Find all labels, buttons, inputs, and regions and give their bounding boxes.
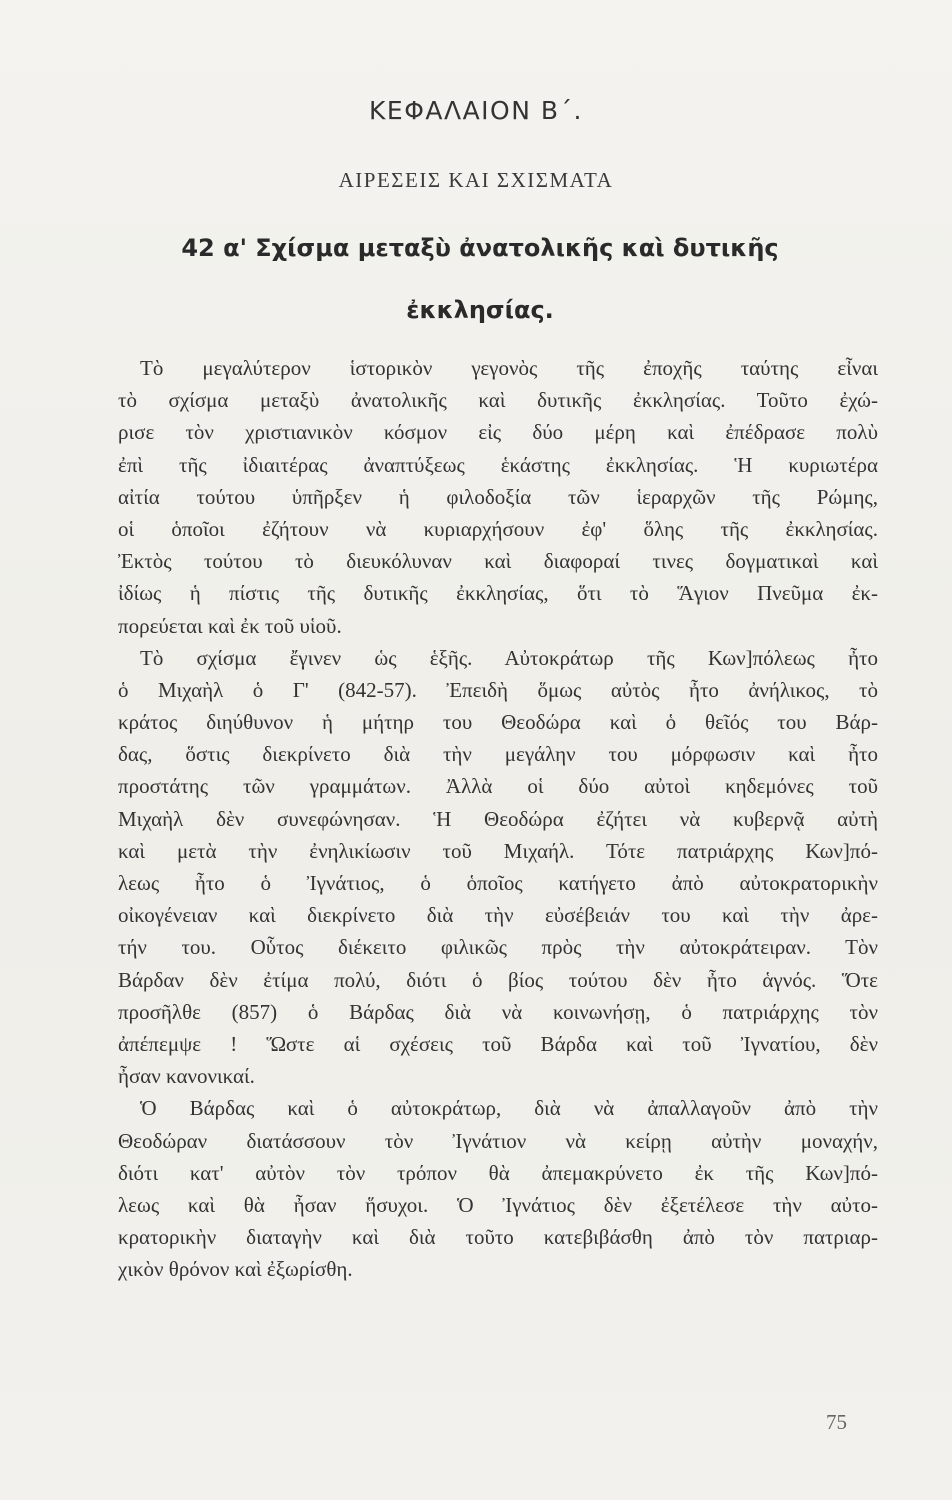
text-line: τήν του. Οὗτος διέκειτο φιλικῶς πρὸς τὴν αὐτοκράτειραν. Τὸν: [118, 935, 878, 960]
text-line: οἱ ὁποῖοι ἐζήτουν νὰ κυριαρχήσουν ἐφ' ὅλης τῆς ἐκκλησίας.: [118, 516, 878, 541]
text-line: λεως καὶ θὰ ἦσαν ἥσυχοι. Ὁ Ἰγνάτιος δὲν ἐξετέλεσε τὴν αὐτο-: [118, 1192, 878, 1217]
text-line: δας, ὅστις διεκρίνετο διὰ τὴν μεγάλην του μόρφωσιν καὶ ἦτο: [118, 742, 878, 767]
text-line: κρατορικὴν διαταγὴν καὶ διὰ τοῦτο κατεβιβάσθη ἀπὸ τὸν πατριαρ-: [118, 1225, 878, 1250]
text-line: πορεύεται καὶ ἐκ τοῦ υἱοῦ.: [118, 613, 342, 638]
text-line: κράτος διηύθυνον ἡ μήτηρ του Θεοδώρα καὶ ὁ θεῖός του Βάρ-: [118, 710, 878, 735]
text-line: ρισε τὸν χριστιανικὸν κόσμον εἰς δύο μέρη καὶ ἐπέδρασε πολὺ: [118, 420, 878, 445]
text-line: αἰτία τούτου ὑπῆρξεν ἡ φιλοδοξία τῶν ἱεραρχῶν τῆς Ρώμης,: [118, 484, 878, 509]
text-line: Μιχαὴλ δὲν συνεφώνησαν. Ἡ Θεοδώρα ἐζήτει νὰ κυβερνᾷ αὐτὴ: [118, 806, 878, 831]
text-line: Τὸ μεγαλύτερον ἱστορικὸν γεγονὸς τῆς ἐποχῆς ταύτης εἶναι: [140, 356, 878, 380]
text-line: προστάτης τῶν γραμμάτων. Ἀλλὰ οἱ δύο αὐτοὶ κηδεμόνες τοῦ: [118, 774, 878, 799]
text-line: ἰδίως ἡ πίστις τῆς δυτικῆς ἐκκλησίας, ὅτι τὸ Ἅγιον Πνεῦμα ἐκ-: [118, 581, 878, 606]
subtitle-line-2: ἐκκλησίας.: [406, 296, 554, 324]
text-line: ἦσαν κανονικαί.: [118, 1064, 255, 1089]
text-line: Ὁ Βάρδας καὶ ὁ αὐτοκράτωρ, διὰ νὰ ἀπαλλαγοῦν ἀπὸ τὴν: [140, 1096, 878, 1121]
text-line: Βάρδαν δὲν ἐτίμα πολύ, διότι ὁ βίος τούτου δὲν ἦτο ἁγνός. Ὅτε: [118, 967, 878, 992]
text-line: διότι κατ' αὐτὸν τὸν τρόπον θὰ ἀπεμακρύνετο ἐκ τῆς Κων]πό-: [118, 1160, 878, 1185]
text-line: λεως ἦτο ὁ Ἰγνάτιος, ὁ ὁποῖος κατήγετο ἀπὸ αὐτοκρατορικὴν: [118, 871, 878, 895]
text-line: καὶ μετὰ τὴν ἐνηλικίωσιν τοῦ Μιχαήλ. Τότε πατριάρχης Κων]πό-: [118, 838, 878, 863]
text-line: οἰκογένειαν καὶ διεκρίνετο διὰ τὴν εὐσέβειάν του καὶ τὴν ἀρε-: [118, 903, 878, 928]
text-line: Θεοδώραν διατάσσουν τὸν Ἰγνάτιον νὰ κείρῃ αὐτὴν μοναχήν,: [118, 1128, 878, 1153]
text-line: ὁ Μιχαὴλ ὁ Γ' (842-57). Ἐπειδὴ ὅμως αὐτὸς ἦτο ἀνήλικος, τὸ: [118, 677, 878, 702]
page-number: 75: [826, 1410, 847, 1434]
text-line: προσῆλθε (857) ὁ Βάρδας διὰ νὰ κοινωνήσῃ, ὁ πατριάρχης τὸν: [118, 999, 878, 1024]
text-line: Ἐκτὸς τούτου τὸ διευκόλυναν καὶ διαφοραί τινες δογματικαὶ καὶ: [118, 549, 878, 574]
text-line: ἀπέπεμψε ! Ὥστε αἱ σχέσεις τοῦ Βάρδα καὶ τοῦ Ἰγνατίου, δὲν: [118, 1031, 878, 1056]
text-line: Τὸ σχίσμα ἔγινεν ὡς ἑξῆς. Αὐτοκράτωρ τῆς Κων]πόλεως ἦτο: [140, 645, 878, 670]
chapter-title: ΚΕΦΑΛΑΙΟΝ Β΄.: [369, 96, 583, 125]
subtitle-line-1: 42 α' Σχίσμα μεταξὺ ἀνατολικῆς καὶ δυτικῆς: [181, 234, 779, 262]
text-line: ἐπὶ τῆς ἰδιαιτέρας ἀναπτύξεως ἑκάστης ἐκκλησίας. Ἡ κυριωτέρα: [118, 452, 878, 477]
section-title: ΑΙΡΕΣΕΙΣ ΚΑΙ ΣΧΙΣΜΑΤΑ: [338, 168, 614, 192]
body-text: [118, 352, 878, 1285]
text-line: τὸ σχίσμα μεταξὺ ἀνατολικῆς καὶ δυτικῆς ἐκκλησίας. Τοῦτο ἐχώ-: [118, 388, 878, 413]
text-line: χικὸν θρόνον καὶ ἐξωρίσθη.: [118, 1257, 353, 1282]
